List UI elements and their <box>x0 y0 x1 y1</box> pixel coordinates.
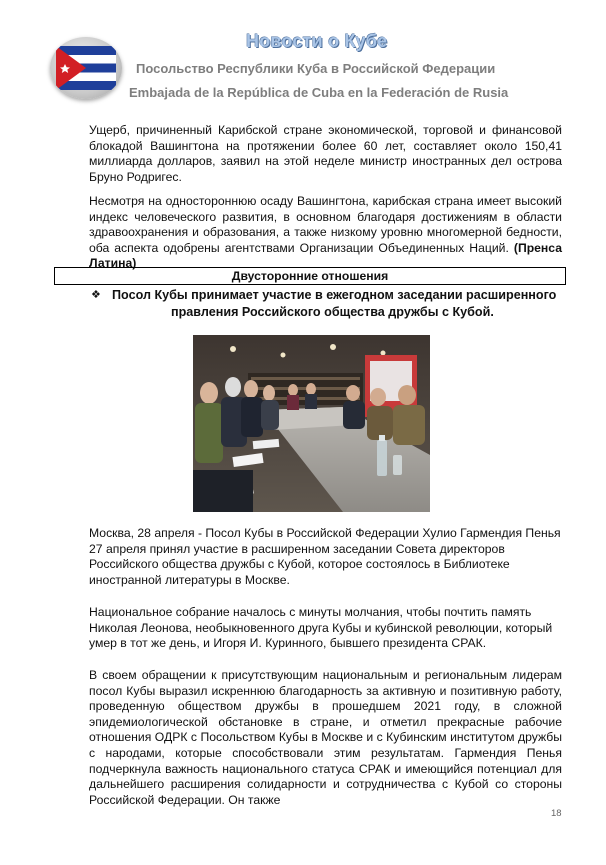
section-heading: Двусторонние отношения <box>231 269 389 283</box>
embassy-name-russian: Посольство Республики Куба в Российской Федерации <box>136 61 496 76</box>
intro-paragraph-1: Ущерб, причиненный Карибской стране экономической, торговой и финансовой блокадой Вашингтона на протяжении более 60 лет, составляет около 150,41 миллиарда долларов, заявил на этой неделе министр иностранных дел острова Бруно Родригес. <box>89 123 562 184</box>
source-credit: (Пренса Латина) <box>89 240 562 271</box>
meeting-photo <box>193 335 430 512</box>
article-paragraph-2: Национальное собрание началось с минуты молчания, чтобы почтить память Николая Леонова, необыкновенного друга Кубы и кубинской революции, который умер в тот же день, и Игоря И. Куринного, бывшего президента СРАК. <box>89 605 553 651</box>
article-paragraph-3: В своем обращении к присутствующим национальным и региональным лидерам посол Кубы выразил искреннюю благодарность за активную и позитивную работу, проведенную обществом дружбы в прошедшем 2021 году, в сложной эпидемиологической обстановке в стране, и отметил прекрасные рабочие отношения ОДРК с Посольством Кубы в Москве и с Кубинским институтом дружбы с народами, которые способствовали этим результатам. Гармендия Пенья подчеркнула важность национального статуса СРАК и имеющийся потенциал для дальнейшего расширения солидарности и сотрудничества с Кубой со стороны Российской Федерации. Он также <box>89 668 562 807</box>
page-number: 18 <box>551 808 562 819</box>
headline-line-2: правления Российского общества дружбы с Кубой. <box>171 305 494 319</box>
intro-paragraph-2-text: Несмотря на одностороннюю осаду Вашингтона, карибская страна имеет высокий индекс человеческого развития, в основном благодаря достижениям в области здравоохранения и образования, а также низкому уровню многомерной бедности, оба аспекта одобрены агентствами Организации Объединенных Наций. <box>89 194 562 255</box>
embassy-name-spanish: Embajada de la República de Cuba en la Federación de Rusia <box>129 85 509 100</box>
cuba-flag-icon <box>56 46 116 90</box>
intro-paragraph-2 <box>89 194 562 272</box>
headline-line-1: Посол Кубы принимает участие в ежегодном заседании расширенного <box>112 288 557 302</box>
article-paragraph-1: Москва, 28 апреля - Посол Кубы в Российской Федерации Хулио Гармендия Пенья 27 апреля принял участие в расширенном заседании Совета директоров Российского общества дружбы с Кубой, которое состоялось в Библиотеке иностранной литературы в Москве. <box>89 526 561 587</box>
newsletter-title: Новости о Кубе <box>246 31 388 51</box>
cuba-flag-logo <box>50 37 122 99</box>
diamond-bullet-icon: ❖ <box>91 289 101 301</box>
section-heading-box <box>54 267 566 285</box>
